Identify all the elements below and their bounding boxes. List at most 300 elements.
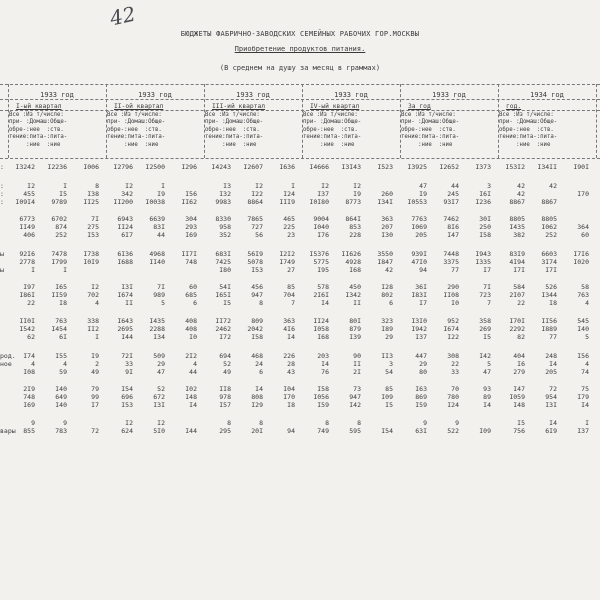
- table-cell: I42: [349, 401, 361, 409]
- table-cell: I335: [475, 258, 491, 266]
- table-cell: 5I0: [153, 427, 165, 435]
- table-cell: 9983: [215, 198, 231, 206]
- quarter-header: год.: [506, 103, 522, 110]
- table-cell: 6: [259, 368, 263, 376]
- table-cell: 624: [121, 427, 133, 435]
- table-cell: 205: [415, 231, 427, 239]
- table-cell: I749: [279, 258, 295, 266]
- table-cell: 455: [23, 190, 35, 198]
- table-cell: 9: [31, 419, 35, 427]
- table-cell: I47: [513, 385, 525, 393]
- year-header: 1933 год: [138, 91, 172, 99]
- table-cell: 70: [451, 385, 459, 393]
- table-cell: 73: [353, 385, 361, 393]
- table-cell: I47: [447, 231, 459, 239]
- table-cell: I2: [125, 182, 133, 190]
- quarter-header: I-ый квартал: [16, 103, 62, 110]
- quarter-header: III-ий квартал: [212, 103, 266, 110]
- table-cell: 56: [255, 231, 263, 239]
- table-cell: 783: [55, 427, 67, 435]
- table-cell: 874: [55, 223, 67, 231]
- table-cell: 6702: [51, 215, 67, 223]
- table-cell: I53: [121, 401, 133, 409]
- table-cell: 6: [389, 299, 393, 307]
- table-cell: 20I: [251, 427, 263, 435]
- table-cell: 80I: [349, 317, 361, 325]
- table-cell: 63I: [415, 427, 427, 435]
- table-cell: I54: [121, 385, 133, 393]
- table-cell: 9789: [51, 198, 67, 206]
- table-cell: I4: [549, 360, 557, 368]
- table-rule: [0, 99, 600, 100]
- table-cell: 989: [153, 291, 165, 299]
- table-cell: 855: [23, 427, 35, 435]
- table-cell: I7: [91, 401, 99, 409]
- table-cell: 2I: [353, 368, 361, 376]
- table-cell: I32: [219, 190, 231, 198]
- year-header: 1933 год: [334, 91, 368, 99]
- table-cell: I: [63, 182, 67, 190]
- table-cell: I5: [223, 299, 231, 307]
- table-cell: I42: [479, 352, 491, 360]
- table-cell: I40: [577, 325, 589, 333]
- table-cell: I56: [577, 352, 589, 360]
- table-cell: 4: [95, 299, 99, 307]
- table-cell: 93: [483, 385, 491, 393]
- table-cell: 7865: [247, 215, 263, 223]
- table-cell: I942: [411, 325, 427, 333]
- table-cell: I2: [157, 419, 165, 427]
- table-cell: I74: [23, 352, 35, 360]
- table-cell: 954: [545, 393, 557, 401]
- table-cell: 8773: [345, 198, 361, 206]
- table-cell: 72I: [121, 352, 133, 360]
- table-cell: 79: [91, 385, 99, 393]
- table-cell: 7: [487, 299, 491, 307]
- table-cell: 952: [447, 317, 459, 325]
- table-cell: 60: [189, 283, 197, 291]
- table-cell: I09: [479, 427, 491, 435]
- table-cell: 75: [581, 385, 589, 393]
- table-cell: 90: [353, 352, 361, 360]
- table-cell: 43: [287, 368, 295, 376]
- table-cell: 406: [23, 231, 35, 239]
- table-cell: 279: [513, 368, 525, 376]
- table-cell: 290: [447, 283, 459, 291]
- table-cell: II: [125, 299, 133, 307]
- table-cell: 578: [317, 283, 329, 291]
- table-cell: I3: [223, 182, 231, 190]
- table-cell: I0: [451, 299, 459, 307]
- table-cell: I0038: [145, 198, 165, 206]
- table-cell: 42: [517, 182, 525, 190]
- table-cell: 6943: [117, 215, 133, 223]
- table-cell: I: [585, 419, 589, 427]
- table-cell: I8: [59, 299, 67, 307]
- table-cell: I523: [377, 163, 393, 171]
- table-cell: 77: [549, 333, 557, 341]
- table-cell: 8: [259, 299, 263, 307]
- table-cell: 408: [185, 325, 197, 333]
- table-cell: I4: [321, 360, 329, 368]
- table-cell: 363: [283, 317, 295, 325]
- table-cell: I58: [251, 333, 263, 341]
- row-label: :: [0, 182, 4, 190]
- table-cell: I4: [483, 401, 491, 409]
- table-cell: 5: [487, 360, 491, 368]
- table-cell: 6639: [149, 215, 165, 223]
- table-cell: 250: [479, 223, 491, 231]
- table-cell: I30: [381, 231, 393, 239]
- table-cell: I8: [549, 299, 557, 307]
- column-subheader: Все :Из т/числе: при- :Домаш:Обще- обре-:нее :ств. тение:пита-:пита- :ние :ние: [401, 112, 460, 148]
- table-cell: 248: [545, 352, 557, 360]
- table-cell: 56I9: [247, 250, 263, 258]
- table-cell: I4: [549, 419, 557, 427]
- table-cell: I2236: [47, 163, 67, 171]
- table-cell: II72: [215, 317, 231, 325]
- table-cell: I3I: [545, 401, 557, 409]
- table-cell: I2607: [243, 163, 263, 171]
- table-cell: I3I: [121, 283, 133, 291]
- table-cell: 7462: [443, 215, 459, 223]
- table-cell: II62: [181, 198, 197, 206]
- table-cell: 60: [581, 231, 589, 239]
- table-cell: I847: [377, 258, 393, 266]
- table-cell: II24: [117, 223, 133, 231]
- table-cell: 245: [447, 190, 459, 198]
- table-cell: 205: [545, 368, 557, 376]
- column-subheader: Все :Из т/числе: при- :Домаш:Обще- обре-:нее :ств. тение:пита-:пита- :ние :ние: [205, 112, 264, 148]
- table-cell: 22: [451, 360, 459, 368]
- table-cell: 8867: [541, 198, 557, 206]
- table-cell: 727: [251, 223, 263, 231]
- table-cell: 6I7: [121, 231, 133, 239]
- table-cell: 52: [157, 385, 165, 393]
- table-cell: 468: [251, 352, 263, 360]
- table-cell: 85: [385, 385, 393, 393]
- table-cell: 5: [585, 333, 589, 341]
- table-vrule: [596, 84, 597, 158]
- table-cell: I4666: [309, 163, 329, 171]
- table-cell: 44: [157, 231, 165, 239]
- table-cell: 879: [349, 325, 361, 333]
- table-cell: I68: [349, 266, 361, 274]
- table-cell: 293: [185, 223, 197, 231]
- table-cell: 29: [157, 360, 165, 368]
- table-cell: I0553: [407, 198, 427, 206]
- table-cell: 5: [161, 299, 165, 307]
- table-cell: I296: [181, 163, 197, 171]
- table-cell: II08: [443, 291, 459, 299]
- table-cell: 72: [91, 427, 99, 435]
- table-cell: 8864: [247, 198, 263, 206]
- table-cell: 29: [419, 360, 427, 368]
- table-cell: I69: [23, 401, 35, 409]
- table-cell: 24: [255, 360, 263, 368]
- table-cell: 9: [423, 419, 427, 427]
- table-cell: I34II: [537, 163, 557, 171]
- table-cell: I37: [317, 190, 329, 198]
- table-cell: 92I6: [19, 250, 35, 258]
- table-cell: 352: [219, 231, 231, 239]
- table-cell: 4: [31, 360, 35, 368]
- table-cell: 3550: [377, 250, 393, 258]
- row-label: ы: [0, 250, 4, 258]
- table-cell: 748: [23, 393, 35, 401]
- table-cell: 33: [125, 360, 133, 368]
- table-cell: I: [291, 182, 295, 190]
- table-cell: 8805: [509, 215, 525, 223]
- table-cell: I02: [185, 385, 197, 393]
- table-cell: 23: [287, 231, 295, 239]
- table-cell: I4: [189, 401, 197, 409]
- table-cell: 269: [479, 325, 491, 333]
- table-cell: I643: [117, 317, 133, 325]
- table-cell: 358: [479, 317, 491, 325]
- document-note: (В среднем на душу за месяц в граммах): [219, 64, 381, 72]
- table-cell: I48: [513, 401, 525, 409]
- table-cell: I059: [509, 393, 525, 401]
- table-cell: 958: [219, 223, 231, 231]
- row-label: :: [0, 190, 4, 198]
- table-cell: 9: [455, 419, 459, 427]
- table-cell: I799: [51, 258, 67, 266]
- table-cell: I3I0: [411, 317, 427, 325]
- table-cell: I09: [381, 393, 393, 401]
- table-cell: 323: [381, 317, 393, 325]
- table-cell: 3: [487, 182, 491, 190]
- row-label: :: [0, 198, 4, 206]
- table-cell: 93I7: [443, 198, 459, 206]
- table-cell: 853: [349, 223, 361, 231]
- table-cell: I5: [59, 190, 67, 198]
- table-cell: 802: [381, 291, 393, 299]
- table-cell: 696: [121, 393, 133, 401]
- table-cell: 4968: [149, 250, 165, 258]
- table-cell: I0I80: [309, 198, 329, 206]
- table-cell: 80: [419, 368, 427, 376]
- table-cell: I342: [345, 291, 361, 299]
- table-cell: 408: [185, 317, 197, 325]
- table-cell: 47: [483, 368, 491, 376]
- table-rule: [0, 84, 600, 85]
- table-cell: I79: [577, 393, 589, 401]
- table-cell: 58: [581, 283, 589, 291]
- table-cell: 33: [451, 368, 459, 376]
- table-cell: 8805: [541, 215, 557, 223]
- table-cell: 49: [91, 368, 99, 376]
- table-cell: I53I2: [505, 163, 525, 171]
- table-cell: 49: [223, 368, 231, 376]
- table-cell: 404: [513, 352, 525, 360]
- table-cell: 6I36: [117, 250, 133, 258]
- table-cell: 74: [581, 368, 589, 376]
- table-cell: I86I: [19, 291, 35, 299]
- table-cell: 939I: [411, 250, 427, 258]
- table-cell: I4: [287, 333, 295, 341]
- table-cell: 275: [87, 223, 99, 231]
- table-cell: 808: [251, 393, 263, 401]
- table-cell: 252: [55, 231, 67, 239]
- table-cell: 54I: [219, 283, 231, 291]
- table-cell: 5078: [247, 258, 263, 266]
- table-cell: II24: [313, 317, 329, 325]
- table-cell: 304: [185, 215, 197, 223]
- table-cell: I674: [443, 325, 459, 333]
- table-cell: 2292: [509, 325, 525, 333]
- table-cell: 6773: [19, 215, 35, 223]
- table-cell: I2I2: [279, 250, 295, 258]
- table-cell: I373: [475, 163, 491, 171]
- table-cell: I2: [27, 182, 35, 190]
- table-cell: 2I6I: [313, 291, 329, 299]
- table-cell: 749: [317, 427, 329, 435]
- table-cell: 2: [95, 360, 99, 368]
- table-cell: 7425: [215, 258, 231, 266]
- table-cell: 2288: [149, 325, 165, 333]
- table-cell: 8: [325, 419, 329, 427]
- table-cell: I08: [23, 368, 35, 376]
- table-cell: I2: [321, 182, 329, 190]
- table-cell: 77: [451, 266, 459, 274]
- table-cell: II: [353, 360, 361, 368]
- table-cell: I2: [353, 182, 361, 190]
- table-cell: 82: [517, 333, 525, 341]
- table-cell: 6I: [59, 333, 67, 341]
- table-cell: I435: [149, 317, 165, 325]
- table-cell: 2462: [215, 325, 231, 333]
- table-cell: I24: [283, 190, 295, 198]
- table-cell: I34I: [377, 198, 393, 206]
- table-cell: 2I2: [185, 352, 197, 360]
- table-cell: I72: [219, 333, 231, 341]
- table-cell: I34: [153, 333, 165, 341]
- table-cell: 44: [189, 368, 197, 376]
- table-cell: 382: [513, 231, 525, 239]
- table-cell: I58: [479, 231, 491, 239]
- table-cell: I020: [573, 258, 589, 266]
- table-cell: I7I6: [573, 250, 589, 258]
- table-cell: II56: [541, 317, 557, 325]
- table-cell: I9: [157, 190, 165, 198]
- table-cell: 947: [251, 291, 263, 299]
- table-cell: 694: [219, 352, 231, 360]
- table-cell: I3925: [407, 163, 427, 171]
- table-cell: I4: [321, 299, 329, 307]
- table-cell: 8: [259, 419, 263, 427]
- table-cell: I70I: [509, 317, 525, 325]
- year-header: 1933 год: [236, 91, 270, 99]
- table-cell: 509: [153, 352, 165, 360]
- table-cell: I37: [577, 427, 589, 435]
- table-cell: I542: [19, 325, 35, 333]
- table-cell: I65: [55, 283, 67, 291]
- table-cell: I09I4: [15, 198, 35, 206]
- table-cell: I7I: [545, 266, 557, 274]
- table-cell: I062: [541, 223, 557, 231]
- year-header: 1933 год: [432, 91, 466, 99]
- table-cell: 5775: [313, 258, 329, 266]
- column-subheader: Все :Из т/числе: при- :Домаш:Обще- обре-:нее :ств. тение:пита-:пита- :ние :ние: [9, 112, 68, 148]
- table-cell: 364: [577, 223, 589, 231]
- year-header: 1933 год: [40, 91, 74, 99]
- table-cell: 4I6: [283, 325, 295, 333]
- table-cell: I344: [541, 291, 557, 299]
- table-cell: I: [63, 266, 67, 274]
- table-cell: II626: [341, 250, 361, 258]
- table-cell: 89: [483, 393, 491, 401]
- table-cell: I3242: [15, 163, 35, 171]
- table-cell: 7478: [51, 250, 67, 258]
- year-header: 1934 год: [530, 91, 564, 99]
- table-cell: 978: [219, 393, 231, 401]
- table-cell: 545: [577, 317, 589, 325]
- table-cell: 94: [287, 427, 295, 435]
- table-cell: 30I: [479, 215, 491, 223]
- table-cell: 8867: [509, 198, 525, 206]
- table-cell: II0I: [19, 317, 35, 325]
- table-cell: I44: [185, 427, 197, 435]
- table-cell: I2: [125, 419, 133, 427]
- table-cell: I4: [255, 385, 263, 393]
- table-cell: I22: [251, 190, 263, 198]
- table-cell: I97: [23, 283, 35, 291]
- table-cell: I95: [317, 266, 329, 274]
- table-cell: I9: [91, 352, 99, 360]
- table-cell: 83I9: [509, 250, 525, 258]
- table-cell: 226: [283, 352, 295, 360]
- table-cell: II8: [219, 385, 231, 393]
- table-cell: I: [31, 266, 35, 274]
- table-cell: 756: [513, 427, 525, 435]
- table-cell: 308: [447, 352, 459, 360]
- table-cell: 763: [55, 317, 67, 325]
- table-cell: 763: [577, 291, 589, 299]
- table-cell: 29: [385, 333, 393, 341]
- table-cell: I55: [55, 352, 67, 360]
- table-cell: 22: [517, 299, 525, 307]
- table-cell: 44: [451, 182, 459, 190]
- table-cell: I53: [87, 231, 99, 239]
- column-subheader: Все :Из т/числе: при- :Домаш:Обще- обре-:нее :ств. тение:пита-:пита- :ние :ние: [107, 112, 166, 148]
- table-cell: I636: [279, 163, 295, 171]
- page-number: 42: [107, 1, 138, 31]
- table-cell: I59: [415, 401, 427, 409]
- column-subheader: Все :Из т/числе: при- :Домаш:Обще- обре-:нее :ств. тение:пита-:пита- :ние :ние: [499, 112, 558, 148]
- table-cell: 42: [517, 190, 525, 198]
- table-cell: 52: [223, 360, 231, 368]
- table-cell: 8I6: [447, 223, 459, 231]
- table-cell: I: [161, 182, 165, 190]
- table-cell: 456: [251, 283, 263, 291]
- table-cell: 47: [157, 368, 165, 376]
- table-cell: 8: [357, 419, 361, 427]
- table-cell: 47: [419, 182, 427, 190]
- row-label: род.: [0, 352, 16, 360]
- table-cell: I2: [255, 182, 263, 190]
- table-cell: 465: [283, 215, 295, 223]
- table-cell: 8: [95, 182, 99, 190]
- table-cell: 704: [283, 291, 295, 299]
- table-cell: 7I: [483, 283, 491, 291]
- table-cell: I435: [509, 223, 525, 231]
- table-cell: 22: [27, 299, 35, 307]
- column-subheader: Все :Из т/числе: при- :Домаш:Обще- обре-:нее :ств. тение:пита-:пита- :ние :ние: [303, 112, 362, 148]
- table-cell: 295: [219, 427, 231, 435]
- table-cell: I6: [517, 360, 525, 368]
- table-cell: I8: [287, 401, 295, 409]
